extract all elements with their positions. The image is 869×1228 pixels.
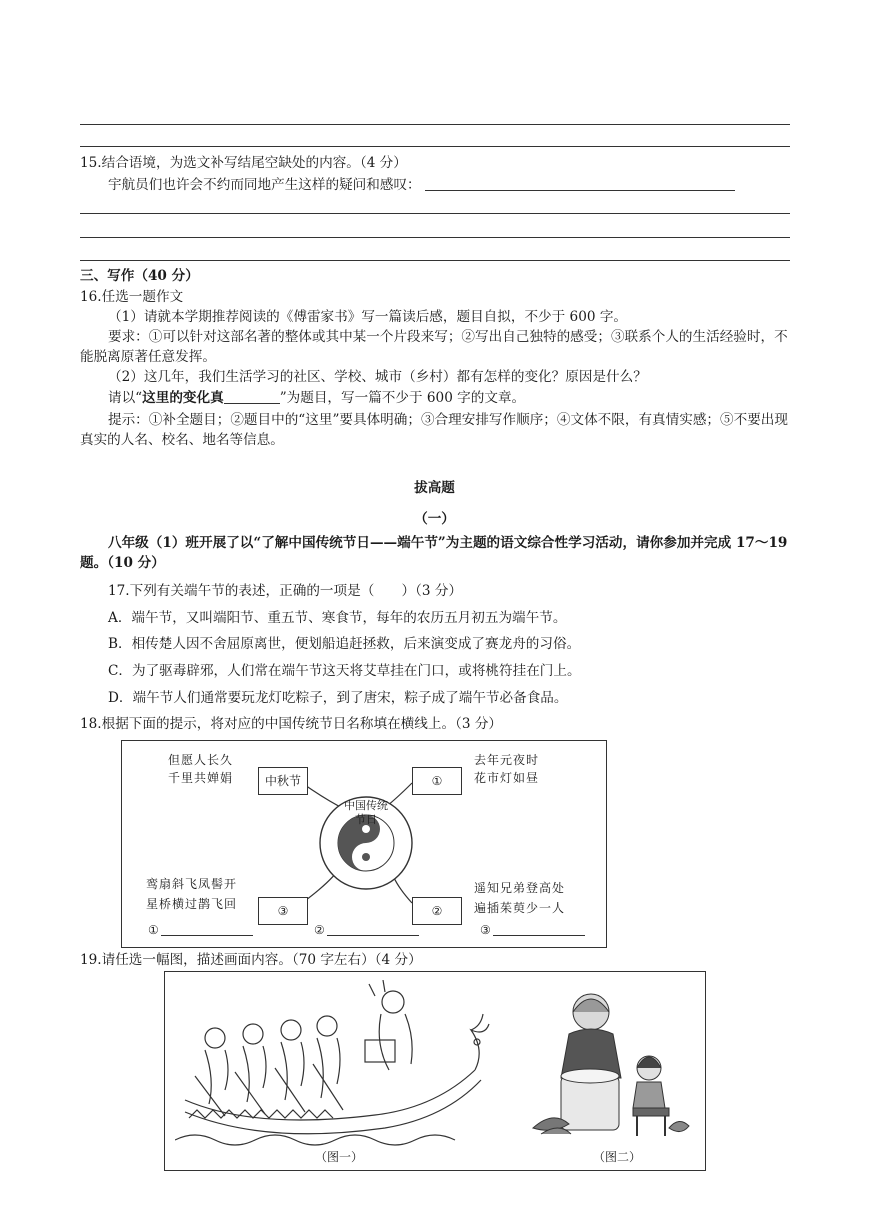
caption-figure-2: （图二）	[593, 1150, 642, 1164]
answer-line	[80, 213, 790, 214]
answer-line	[80, 146, 790, 147]
q16-option-1: （1）请就本学期推荐阅读的《傅雷家书》写一篇读后感，题目自拟，不少于 600 字。	[108, 309, 628, 325]
answer-line	[80, 260, 790, 261]
dragon-boat-illustration	[175, 980, 495, 1150]
figures-box	[164, 971, 706, 1171]
fill-blank-1[interactable]	[148, 923, 253, 937]
req2-suffix: ”为题目，写一篇不少于 600 字的文章。	[279, 390, 526, 406]
q17-option-a: A．端午节，又叫端阳节、重五节、寒食节，每年的农历五月初五为端午节。	[108, 610, 567, 626]
bl-quote-line2: 星桥横过鹊飞回	[146, 897, 238, 911]
br-quote-line1: 遥知兄弟登高处	[474, 881, 566, 895]
zongzi-illustration	[517, 978, 697, 1148]
tr-quote-line1: 去年元夜时	[474, 753, 540, 767]
answer-line	[80, 124, 790, 125]
fill-blank-3[interactable]	[480, 923, 585, 937]
festival-diagram	[121, 740, 607, 948]
advanced-part: （一）	[414, 511, 455, 527]
fill-3-label: ③	[480, 923, 491, 937]
advanced-intro: 八年级（1）班开展了以“了解中国传统节日——端午节”为主题的语文综合性学习活动，请你参加并完成 17～19 题。（10 分）	[80, 535, 788, 571]
bl-answer-box[interactable]: ③	[258, 897, 308, 925]
q19-stem: 19.请任选一幅图，描述画面内容。（70 字左右）（4 分）	[80, 952, 422, 968]
q15-prompt	[108, 175, 735, 195]
q17-option-c: C．为了驱毒辟邪，人们常在端午节这天将艾草挂在门口，或将桃符挂在门上。	[108, 663, 581, 679]
caption-figure-1: （图一）	[315, 1150, 364, 1164]
br-answer-box[interactable]: ②	[412, 897, 462, 925]
tl-quote-line1: 但愿人长久	[168, 753, 234, 767]
br-quote-line2: 遍插茱萸少一人	[474, 901, 566, 915]
q16-requirement-2	[108, 388, 525, 408]
tr-answer-box[interactable]: ①	[412, 767, 462, 795]
fill-2-label: ②	[314, 923, 325, 937]
answer-line	[80, 237, 790, 238]
section3-heading: 三、写作（40 分）	[80, 268, 199, 284]
tl-quote-line2: 千里共婵娟	[168, 771, 234, 785]
diagram-center-text: 中国传统节日	[344, 799, 388, 826]
q15-stem: 15.结合语境，为选文补写结尾空缺处的内容。（4 分）	[80, 155, 407, 171]
q16-option-2: （2）这几年，我们生活学习的社区、学校、城市（乡村）都有怎样的变化？原因是什么？	[108, 369, 647, 385]
req2-title: 这里的变化真	[142, 390, 224, 406]
q16-hint: 提示：①补全题目；②题目中的“这里”要具体明确；③合理安排写作顺序；④文体不限，有真情实感；⑤不要出现真实的人名、校名、地名等信息。	[80, 412, 788, 448]
q17-option-b: B．相传楚人因不舍屈原离世，便划船追赶拯救，后来演变成了赛龙舟的习俗。	[108, 636, 581, 652]
q17-stem: 17.下列有关端午节的表述，正确的一项是（ ）（3 分）	[108, 583, 463, 599]
q15-prompt-text: 宇航员们也许会不约而同地产生这样的疑问和感叹：	[108, 177, 421, 193]
fill-blank-2[interactable]	[314, 923, 419, 937]
req2-prefix: 请以“	[108, 390, 143, 406]
q16-requirement-1: 要求：①可以针对这部名著的整体或其中某一个片段来写；②写出自己独特的感受；③联系个人的生活经验时，不能脱离原著任意发挥。	[80, 329, 788, 365]
q18-stem: 18.根据下面的提示，将对应的中国传统节日名称填在横线上。（3 分）	[80, 716, 503, 732]
fill-1-label: ①	[148, 923, 159, 937]
q17-option-d: D．端午节人们通常要玩龙灯吃粽子，到了唐宋，粽子成了端午节必备食品。	[108, 690, 568, 706]
bl-quote-line1: 鸾扇斜飞凤髻开	[146, 877, 238, 891]
tr-quote-line2: 花市灯如昼	[474, 771, 540, 785]
advanced-title: 拔高题	[414, 480, 455, 496]
q16-stem: 16.任选一题作文	[80, 289, 184, 305]
q15-answer-blank[interactable]	[425, 176, 735, 191]
title-blank[interactable]	[224, 389, 280, 404]
tl-festival-box: 中秋节	[258, 767, 308, 795]
